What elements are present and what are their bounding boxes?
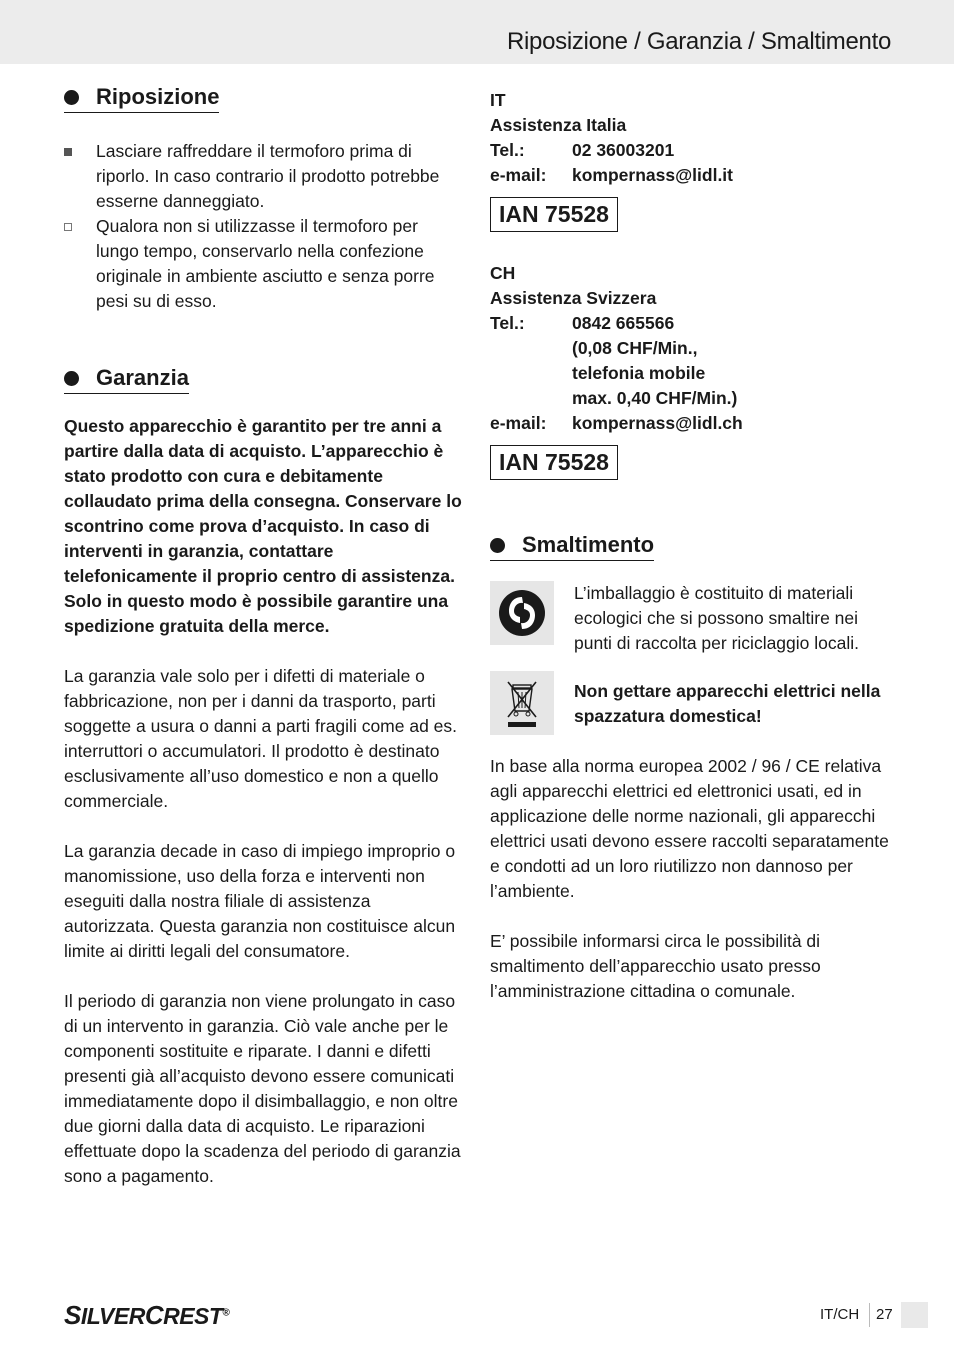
contact-country: CH <box>490 263 516 283</box>
empty-square-bullet-icon <box>64 223 72 231</box>
heading-text: Riposizione <box>96 84 220 109</box>
heading-text: Smaltimento <box>522 532 655 557</box>
contact-email-row <box>490 411 894 436</box>
list-item-text: Lasciare raffreddare il termoforo prima di riporlo. In caso contrario il prodotto potrebbe esserne danneggiato. <box>96 141 440 211</box>
garanzia-paragraph: Il periodo di garanzia non viene prolungato in caso di un intervento in garanzia. Ciò vale anche per le componenti sostituite e riparate. I danni e difetti presenti già all’acquisto devono essere comunicati immediatamente dopo il disimballaggio, e non oltre due giorni dalla data di acquisto. Le riparazioni effettuate dopo la scadenza del periodo di garanzia sono a pagamento. <box>64 991 461 1186</box>
list-item-text: Qualora non si utilizzasse il termoforo per lungo tempo, conservarlo nella confezione originale in ambiente asciutto e senza porre pesi su di esso. <box>96 216 435 311</box>
tel-label: Tel.: <box>490 140 525 160</box>
recycle-text: L’imballaggio è costituito di materiali ecologici che si possono smaltire nei punti di raccolta per riciclaggio locali. <box>574 583 859 653</box>
ian-box: IAN 75528 <box>490 197 618 232</box>
weee-row <box>490 671 894 735</box>
silvercrest-logo: SILVERCREST® <box>64 1300 230 1330</box>
garanzia-paragraph: La garanzia vale solo per i difetti di materiale o fabbricazione, non per i danni da trasporto, parti soggette a usura o danni a parti fragili come ad es. interruttori o accumulatori. Il prodotto è destinato esclusivamente all’uso domestico e non a quello commerciale. <box>64 666 458 811</box>
contact-tel-row <box>490 386 894 411</box>
email-label: e-mail: <box>490 413 547 433</box>
garanzia-intro: Questo apparecchio è garantito per tre anni a partire dalla data di acquisto. L’apparecchio è stato prodotto con cura e debitamente collaudato prima della consegna. Conservare lo scontrino come prova d’acquisto. In caso di interventi in garanzia, contattare telefonicamente il proprio centro di assistenza. Solo in questo modo è possibile garantire una spedizione gratuita della merce. <box>64 416 462 636</box>
contact-tel-row <box>490 311 894 336</box>
smaltimento-paragraph: In base alla norma europea 2002 / 96 / CE relativa agli apparecchi elettrici ed elettronici usati, ed in applicazione delle norme nazionali, gli apparecchi elettrici usati devono essere raccolti separatamente e condotti ad un loro riutilizzo non dannoso per l’ambiente. <box>490 756 889 901</box>
email-value: kompernass@lidl.it <box>572 165 733 185</box>
tel-value: 0842 665566 <box>572 313 675 333</box>
ian-wrapper <box>490 197 894 232</box>
contact-tel-row <box>490 336 894 361</box>
bullet-dot-icon <box>64 90 79 105</box>
bullet-dot-icon <box>64 371 79 386</box>
contact-name: Assistenza Italia <box>490 115 627 135</box>
list-item <box>64 139 464 214</box>
green-dot-recycling-icon <box>490 581 554 645</box>
footer-tab <box>901 1302 928 1328</box>
garanzia-paragraph: La garanzia decade in caso di impiego improprio o manomissione, uso della forza e interventi non eseguiti dalla nostra filiale di assistenza autorizzata. Questa garanzia non costituisce alcun limite ai diritti legali del consumatore. <box>64 841 456 961</box>
contact-email-row <box>490 163 894 188</box>
email-value: kompernass@lidl.ch <box>572 413 743 433</box>
page-number: 27 <box>876 1306 893 1323</box>
right-column <box>490 88 894 1004</box>
tel-label: Tel.: <box>490 313 525 333</box>
recycle-row <box>490 581 894 656</box>
left-column <box>64 84 464 1189</box>
heading-text: Garanzia <box>96 365 189 390</box>
contact-block-switzerland <box>490 261 894 436</box>
contact-tel-row <box>490 361 894 386</box>
tel-value: (0,08 CHF/Min., <box>572 338 698 358</box>
bullet-dot-icon <box>490 538 505 553</box>
contact-block-italy <box>490 88 894 188</box>
riposizione-bullet-list <box>64 139 464 314</box>
smaltimento-paragraph: E’ possibile informarsi circa le possibilità di smaltimento dell’apparecchio usato presso l’amministrazione cittadina o comunale. <box>490 931 821 1001</box>
list-item <box>64 214 464 314</box>
weee-warning-text: Non gettare apparecchi elettrici nella spazzatura domestica! <box>574 681 881 726</box>
page-header-title: Riposizione / Garanzia / Smaltimento <box>506 28 891 55</box>
tel-value: telefonia mobile <box>572 363 706 383</box>
footer-language: IT/CH <box>820 1306 860 1323</box>
email-label: e-mail: <box>490 165 547 185</box>
contact-country: IT <box>490 90 506 110</box>
tel-value: max. 0,40 CHF/Min.) <box>572 388 738 408</box>
section-heading-garanzia <box>64 365 189 394</box>
ian-box: IAN 75528 <box>490 445 618 480</box>
contact-name: Assistenza Svizzera <box>490 288 657 308</box>
crossed-bin-weee-icon <box>490 671 554 735</box>
contact-tel-row <box>490 138 894 163</box>
ian-wrapper <box>490 445 894 480</box>
tel-value: 02 36003201 <box>572 140 675 160</box>
footer-divider <box>869 1303 870 1327</box>
section-heading-smaltimento <box>490 532 654 561</box>
filled-square-bullet-icon <box>64 148 72 156</box>
section-heading-riposizione <box>64 84 219 113</box>
